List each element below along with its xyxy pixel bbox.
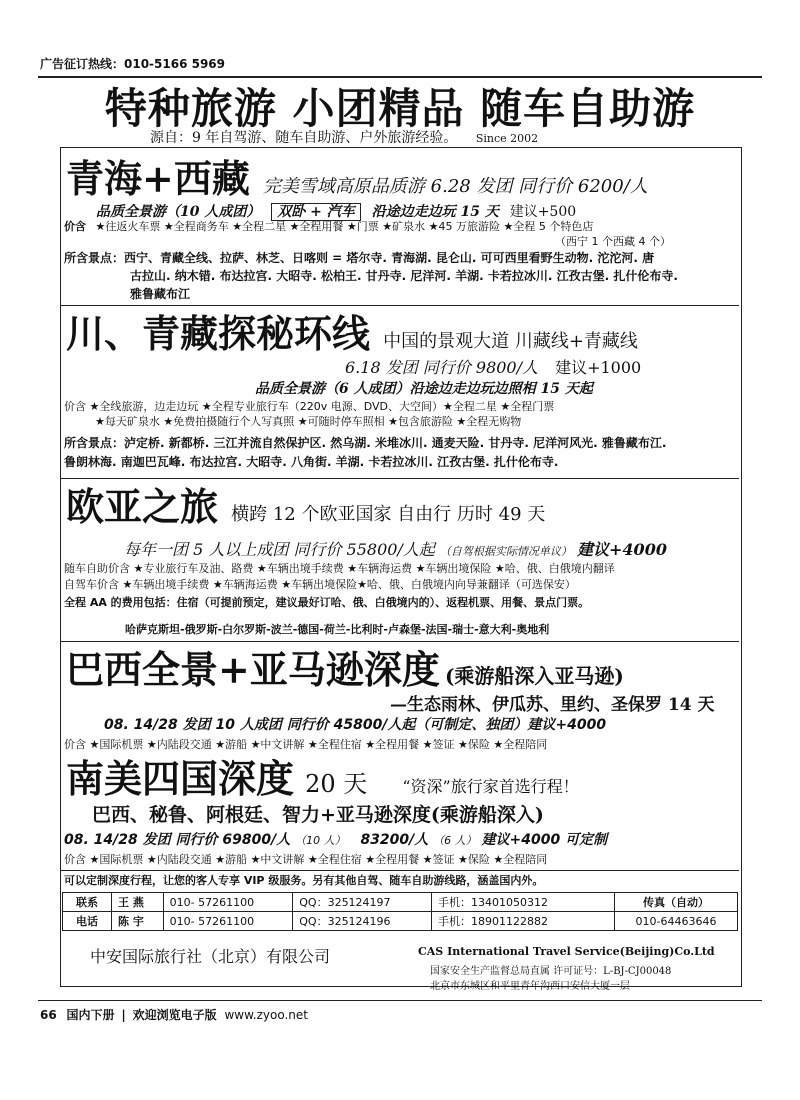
ad-hotline: 广告征订热线：010-5166 5969: [40, 57, 226, 71]
page-title: 特种旅游 小团精品 随车自助游: [104, 84, 696, 133]
section-4-title: 巴西全景+亚马逊深度: [66, 647, 440, 692]
section-3-price: 每年一团 5 人以上成团 同行价 55800/人起: [124, 540, 435, 559]
bottom-rule: [38, 1000, 762, 1001]
section-5-title: 南美四国深度: [66, 756, 295, 801]
section-4-subtitle: —生态雨林、伊瓜苏、里约、圣保罗 14 天: [390, 695, 715, 715]
contact-row: [63, 912, 738, 931]
section-2-price-2: ★每天矿泉水 ★免费拍摄随行个人写真照 ★可随时停车照相 ★包含旅游险 ★全程无购物: [95, 415, 522, 428]
section-5-days: 20 天: [305, 770, 368, 798]
company-en: CAS International Travel Service(Beijing)Co.Ltd: [418, 945, 715, 958]
section-3-subtitle: 横跨 12 个欧亚国家 自由行 历时 49 天: [231, 504, 546, 525]
section-eurasia: [66, 485, 545, 529]
section-3-note: （自驾根据实际情况单议）: [439, 545, 572, 558]
section-1-transport-box: 双卧 + 汽车: [271, 203, 360, 221]
section-3-line5: 全程 AA 的费用包括：住宿（可提前预定，建议最好订哈、俄、白俄境内的）、返程机票、用餐、景点门票。: [64, 596, 590, 609]
divider-2: [61, 478, 739, 479]
divider-1: [61, 305, 739, 306]
section-4-price: 价含 ★国际机票 ★内陆段交通 ★游船 ★中文讲解 ★全程住宿 ★全程用餐 ★签证 ★保险 ★全程陪同: [64, 738, 548, 751]
section-2-suggest: 建议+1000: [555, 358, 642, 377]
footer-url: www.zyoo.net: [224, 1008, 308, 1022]
section-2-subtitle: 中国的景观大道 川藏线+青藏线: [383, 331, 638, 352]
section-1-price-note: （西宁 1 个西藏 4 个）: [555, 235, 671, 248]
section-brazil: [66, 648, 624, 692]
contact-phone: 010- 57261100: [163, 912, 293, 931]
contact-mobile: 手机：13401050312: [432, 893, 615, 912]
contact-phone: 010- 57261100: [163, 893, 293, 912]
section-1-price-items: ★往返火车票 ★全程商务车 ★全程二星 ★全程用餐 ★门票 ★矿泉水 ★45 万旅游险 ★全程 5 个特色店: [95, 220, 594, 233]
section-2-price-1: 价含 ★全线旅游，边走边玩 ★全程专业旅行车（220v 电源、DVD、大空间）★全程二星 ★全程门票: [64, 400, 555, 413]
section-3-title: 欧亚之旅: [66, 484, 219, 529]
footer-sep: |: [121, 1008, 126, 1022]
source-text: 源自：9 年自驾游、随车自助游、户外旅游经验。: [150, 130, 458, 146]
section-2-line2: [345, 355, 641, 378]
contact-table: [62, 892, 738, 932]
company-address: 北京市东城区和平里青年沟西口安信大厦一层: [430, 981, 630, 992]
section-south-america: [66, 757, 579, 801]
section-4-line2: 08. 14/28 发团 10 人成团 同行价 45800/人起（可制定、独团）建议+4000: [104, 717, 607, 733]
contact-qq: QQ：325124196: [293, 912, 432, 931]
section-3-line2: [124, 537, 667, 560]
header-source: [150, 127, 538, 147]
top-rule: [38, 76, 762, 78]
contact-row: [63, 893, 738, 912]
section-qinghai-tibet: [66, 157, 648, 201]
section-5-tag: “资深”旅行家首选行程！: [402, 777, 579, 796]
section-2-price: 6.18 发团 同行价 9800/人: [345, 358, 538, 377]
section-3-line3: 随车自助价含 ★专业旅行车及油、路费 ★车辆出境手续费 ★车辆海运费 ★车辆出境保险 ★哈、俄、白俄境内翻译: [64, 562, 615, 575]
section-2-scenic-2: 鲁朗林海. 南迦巴瓦峰. 布达拉宫. 大昭寺. 八角街. 羊湖. 卡若拉冰川. 江孜古堡. 扎什伦布寺.: [64, 455, 559, 469]
section-5-note-6: （6 人）: [433, 834, 477, 847]
page-number: 66: [40, 1008, 57, 1022]
section-1-title: 青海+西藏: [66, 156, 250, 201]
section-5-price-6: 83200/人: [360, 832, 429, 848]
section-1-suggest: 建议+500: [509, 204, 577, 220]
section-sichuan-tibet: [66, 312, 638, 356]
contact-name: 王 燕: [112, 893, 164, 912]
section-1-group-size: 品质全景游（10 人成团）: [96, 204, 261, 220]
fax-number: 010-64463646: [615, 912, 738, 931]
company-license: 国家安全生产监督总局直属 许可证号：L-BJ-CJ00048: [430, 966, 672, 977]
section-5-suggest: 建议+4000 可定制: [481, 832, 608, 848]
footer-welcome: 欢迎浏览电子版: [132, 1008, 217, 1022]
divider-4: [61, 870, 739, 871]
contact-mobile: 手机：18901122882: [432, 912, 615, 931]
since-text: Since 2002: [475, 132, 539, 145]
price-label: 价含: [64, 220, 86, 233]
section-2-scenic-1: 所含景点：泸定桥. 新都桥. 三江并流自然保护区. 然乌湖. 米堆冰川. 通麦天险. 甘丹寺. 尼洋河风光. 雅鲁藏布江.: [64, 436, 667, 450]
section-1-scenic-2: 古拉山. 纳木错. 布达拉宫. 大昭寺. 松柏王. 甘丹寺. 尼洋河. 羊湖. 卡若拉冰川. 江孜古堡. 扎什伦布寺.: [130, 269, 678, 283]
section-4-title-paren: (乘游船深入亚马逊): [444, 664, 624, 688]
section-5-price-10: 08. 14/28 发团 同行价 69800/人: [64, 832, 291, 848]
section-5-subtitle: 巴西、秘鲁、阿根廷、智力+亚马逊深度(乘游船深入): [92, 804, 544, 826]
custom-note: 可以定制深度行程，让您的客人专享 VIP 级服务。另有其他自驾、随车自助游线路，涵盖国内外。: [64, 874, 544, 887]
company-cn: 中安国际旅行社（北京）有限公司: [90, 947, 331, 966]
footer: [40, 1007, 308, 1024]
section-5-price: 价含 ★国际机票 ★内陆段交通 ★游船 ★中文讲解 ★全程住宿 ★全程用餐 ★签证 ★保险 ★全程陪同: [64, 853, 548, 866]
section-3-route: 哈萨克斯坦-俄罗斯-白尔罗斯-波兰-德国-荷兰-比利时-卢森堡-法国-瑞士-意大利-奥地利: [125, 623, 550, 636]
section-5-note-10: （10 人）: [295, 834, 346, 847]
contact-name: 陈 宇: [112, 912, 164, 931]
section-3-suggest: 建议+4000: [577, 540, 667, 559]
contact-label: 联系: [63, 893, 112, 912]
fax-label: 传真（自动）: [615, 893, 738, 912]
section-1-scenic-1: 所含景点：西宁、青藏全线、拉萨、林芝、日喀则 = 塔尔寺. 青海湖. 昆仑山. 可可西里看野生动物. 沱沱河. 唐: [64, 251, 655, 265]
section-3-line4: 自驾车价含 ★车辆出境手续费 ★车辆海运费 ★车辆出境保险★哈、俄、白俄境内向导兼翻译（可选保安）: [64, 578, 576, 591]
divider-3: [61, 641, 739, 642]
contact-label: 电话: [63, 912, 112, 931]
section-1-line2: [96, 201, 576, 221]
section-5-line2: [64, 829, 607, 849]
section-1-scenic-3: 雅鲁藏布江: [130, 287, 191, 301]
section-1-subtitle: 完美雪域高原品质游 6.28 发团 同行价 6200/人: [262, 176, 648, 197]
contact-qq: QQ：325124197: [293, 893, 432, 912]
section-1-duration: 沿途边走边玩 15 天: [371, 204, 499, 220]
section-2-title: 川、青藏探秘环线: [66, 311, 371, 356]
section-1-price: [64, 219, 593, 235]
section-2-line3: 品质全景游（6 人成团）沿途边走边玩边照相 15 天起: [255, 381, 593, 397]
footer-section: 国内下册: [66, 1008, 115, 1022]
